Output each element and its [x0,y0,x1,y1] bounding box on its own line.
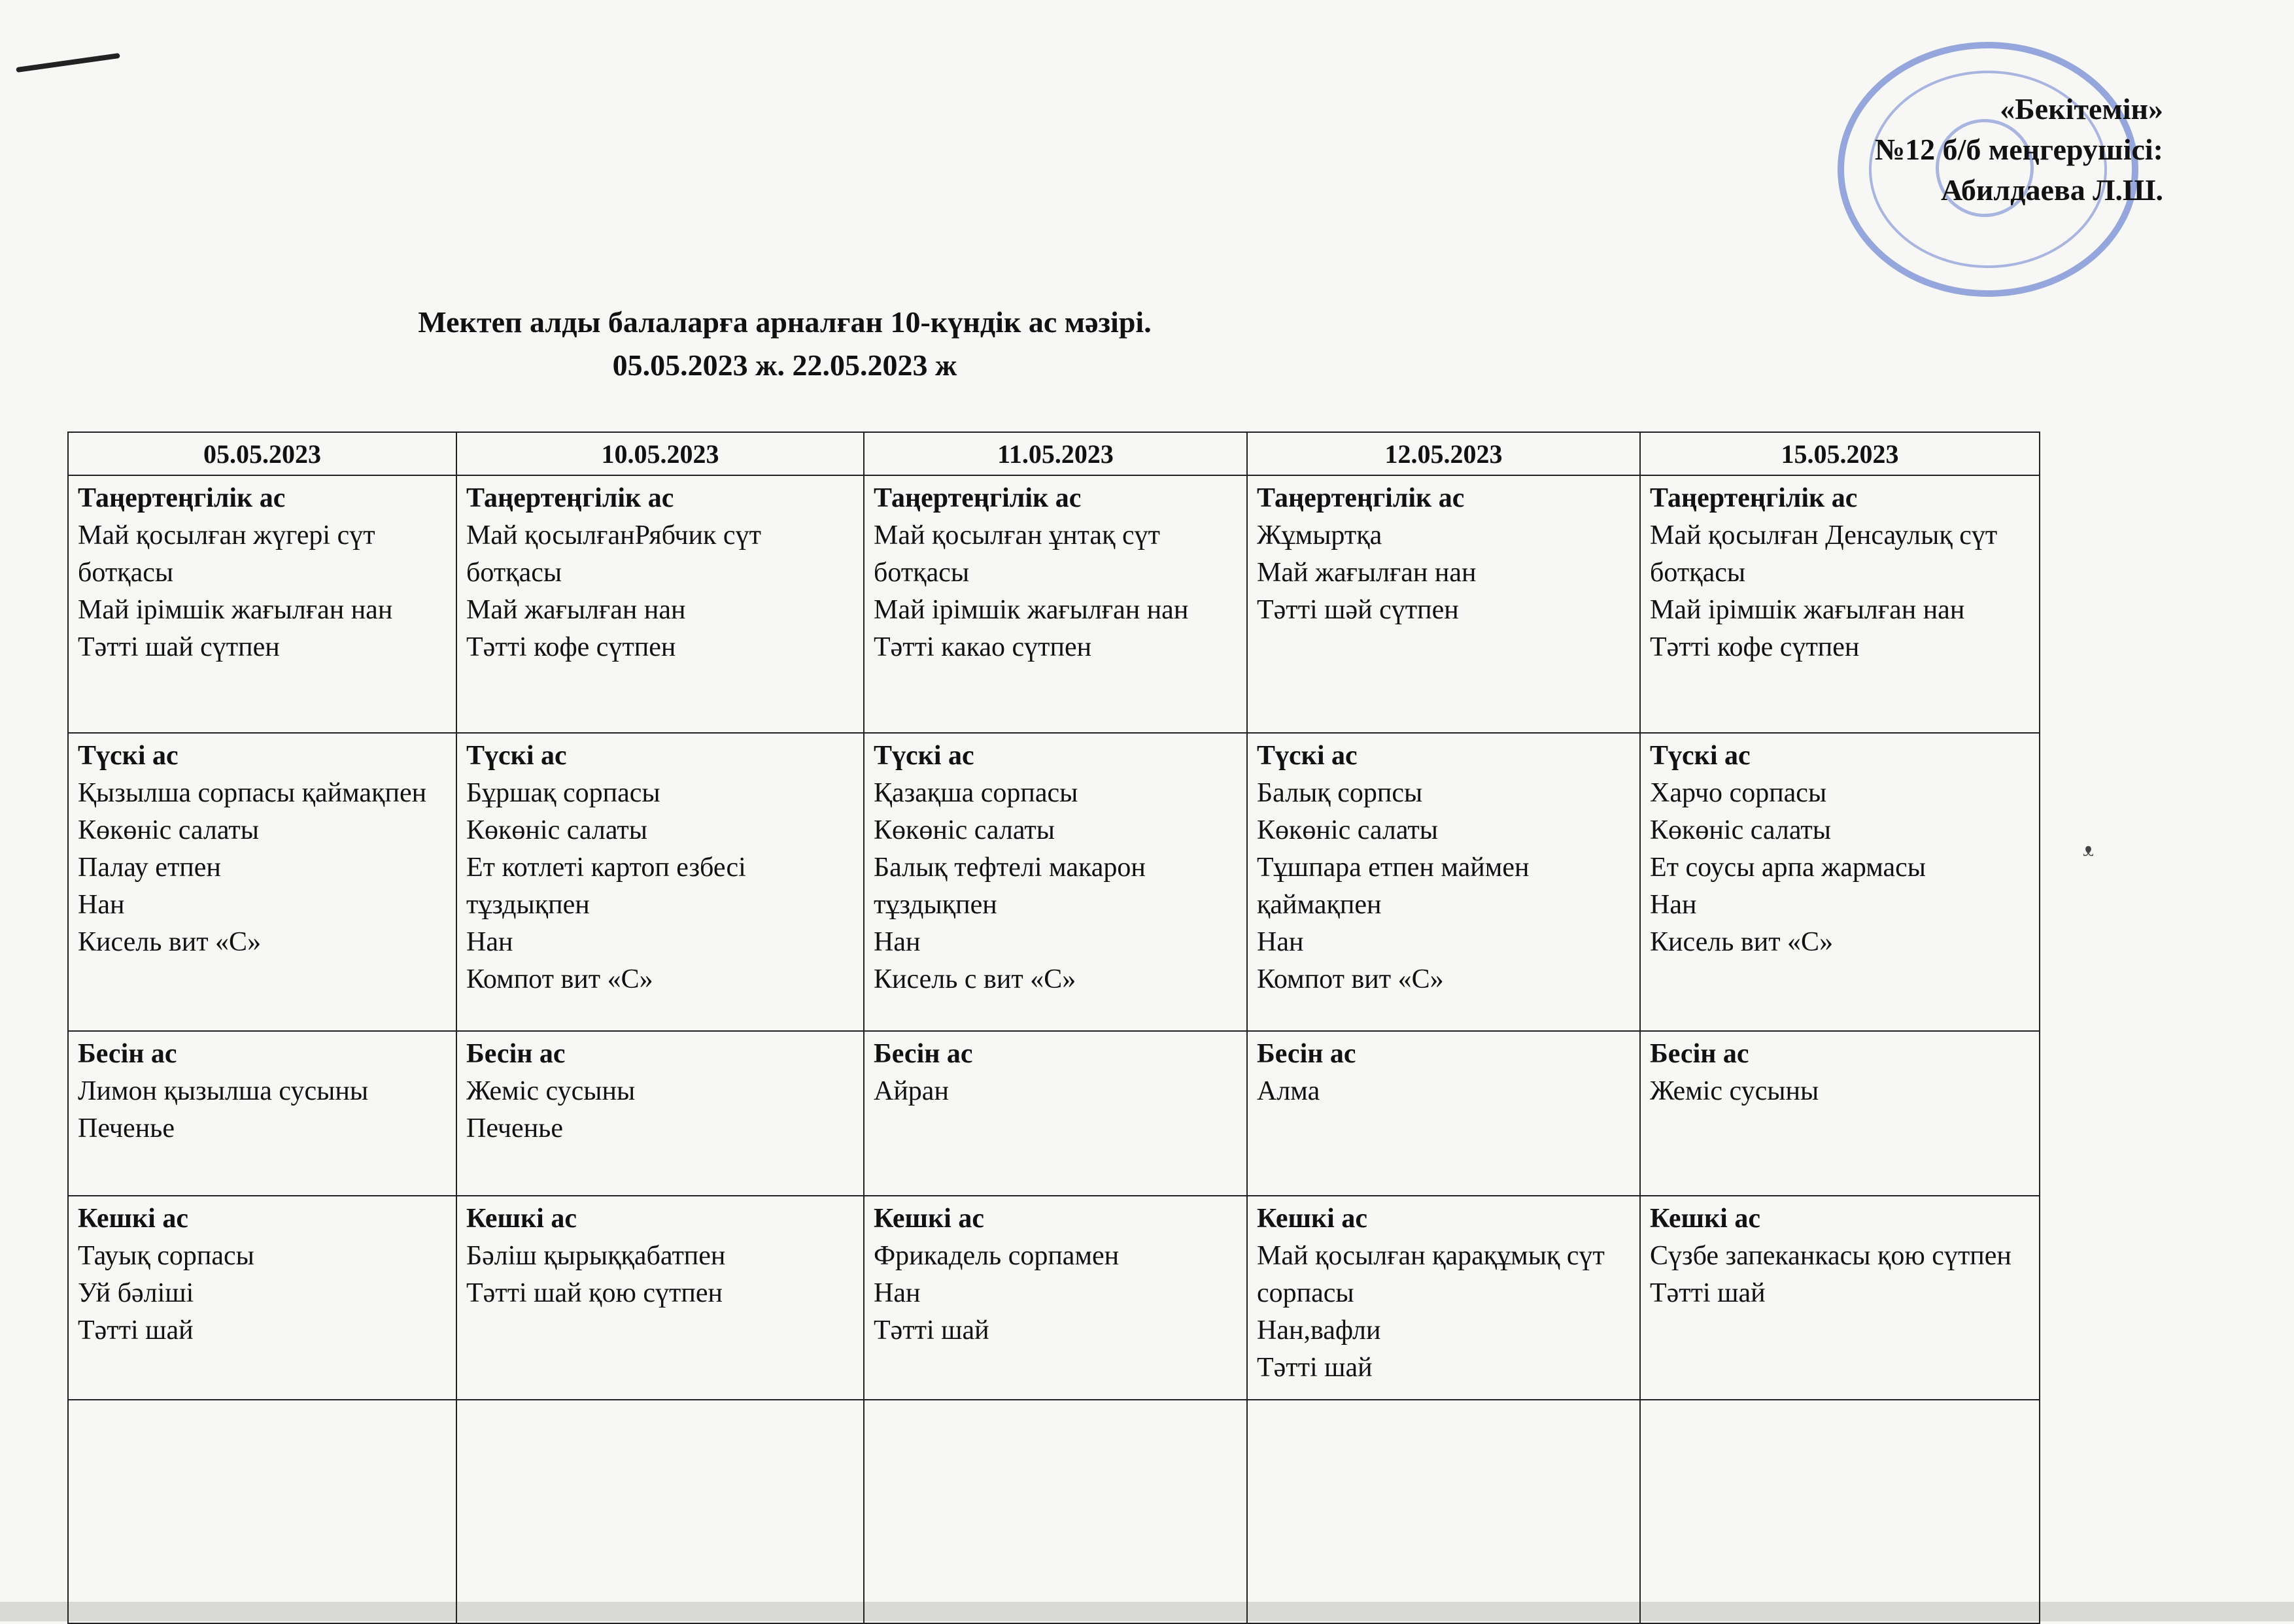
dish-item: Тауық сорпасы [78,1241,254,1271]
dish-item: Тәтті какао сүтпен [874,632,1092,662]
dish-item: Көкөніс салаты [466,815,647,845]
dish-item: Харчо сорпасы [1650,778,1827,808]
dish-item: Алма [1257,1076,1320,1106]
date-header: 12.05.2023 [1247,432,1640,475]
dish-item: Май ірімшік жағылған нан [78,595,393,625]
dish-item: Май қосылған жүгері сүт ботқасы [78,520,375,588]
dish-item: Балық тефтелі макарон тұздықпен [874,853,1146,920]
dish-item: Нан,вафли [1257,1315,1381,1345]
meal-name: Таңертеңгілік ас [466,483,674,513]
dish-item: Нан [1257,927,1304,957]
menu-cell [68,733,456,1031]
menu-cell [864,733,1247,1031]
meal-name: Бесін ас [78,1039,177,1069]
dish-item: Тәтті шәй сүтпен [1257,595,1459,625]
empty-cell [864,1400,1247,1623]
dish-item: Май жағылған нан [1257,558,1477,588]
dish-item: Нан [466,927,513,957]
menu-cell [68,1031,456,1196]
dish-item: Айран [874,1076,949,1106]
empty-row [68,1400,2040,1623]
approval-position: №12 б/б меңгерушісі: [1874,133,2163,166]
approval-block [1875,89,2163,211]
meal-name: Түскі ас [1650,741,1751,771]
meal-name: Таңертеңгілік ас [1257,483,1465,513]
meal-name: Бесін ас [874,1039,973,1069]
dish-item: Нан [874,1278,921,1308]
title-line-1: Мектеп алды балаларға арналған 10-күндік ас мәзірі. [418,305,1152,339]
meal-name: Таңертеңгілік ас [78,483,286,513]
menu-cell [1640,1031,2040,1196]
date-header-row [68,432,2040,475]
date-header: 05.05.2023 [68,432,456,475]
menu-cell [456,1031,864,1196]
margin-mark: ᴥ [2083,837,2095,860]
meal-name: Түскі ас [466,741,567,771]
menu-cell [1640,733,2040,1031]
dish-item: Печенье [466,1113,563,1143]
menu-cell [1640,475,2040,733]
dish-item: Тұшпара етпен маймен қаймақпен [1257,853,1530,920]
dish-item: Палау етпен [78,853,221,883]
date-header: 11.05.2023 [864,432,1247,475]
dish-item: Нан [1650,890,1697,920]
meal-row [68,1031,2040,1196]
meal-row [68,475,2040,733]
dish-item: Кисель вит «С» [1650,927,1834,957]
menu-cell [864,475,1247,733]
dish-item: Кисель с вит «С» [874,964,1076,994]
document-title [0,301,1569,387]
dish-item: Балық сорпсы [1257,778,1423,808]
dish-item: Май қосылған қарақұмық сүт сорпасы [1257,1241,1605,1308]
title-line-2-date-range: 05.05.2023 ж. 22.05.2023 ж [612,348,957,382]
meal-name: Түскі ас [1257,741,1358,771]
dish-item: Печенье [78,1113,175,1143]
date-header: 15.05.2023 [1640,432,2040,475]
meal-name: Бесін ас [1650,1039,1749,1069]
dish-item: Фрикадель сорпамен [874,1241,1120,1271]
dish-item: Тәтті шай [874,1315,989,1345]
dish-item: Лимон қызылша сусыны [78,1076,369,1106]
dish-item: Кисель вит «С» [78,927,262,957]
dish-item: Компот вит «С» [1257,964,1444,994]
dish-item: Май жағылған нан [466,595,686,625]
dish-item: Көкөніс салаты [1257,815,1438,845]
dish-item: Май ірімшік жағылған нан [1650,595,1965,625]
dish-item: Ет соусы арпа жармасы [1650,853,1926,883]
empty-cell [68,1400,456,1623]
dish-item: Жұмыртқа [1257,520,1382,550]
menu-cell [1640,1196,2040,1400]
dish-item: Жеміс сусыны [1650,1076,1819,1106]
meal-name: Кешкі ас [1650,1204,1760,1234]
dish-item: Тәтті шай [78,1315,194,1345]
dish-item: Көкөніс салаты [874,815,1055,845]
empty-cell [456,1400,864,1623]
dish-item: Қызылша сорпасы қаймақпен [78,778,427,808]
dish-item: Тәтті кофе сүтпен [1650,632,1860,662]
menu-cell [456,1196,864,1400]
approval-signatory: Абилдаева Л.Ш. [1940,173,2163,207]
empty-cell [1247,1400,1640,1623]
dish-item: Бәліш қырыққабатпен [466,1241,726,1271]
approval-title: «Бекітемін» [2000,92,2163,126]
dish-item: Май қосылған ұнтақ сүт ботқасы [874,520,1160,588]
dish-item: Бұршақ сорпасы [466,778,660,808]
meal-name: Түскі ас [874,741,974,771]
meal-name: Таңертеңгілік ас [1650,483,1858,513]
empty-cell [1640,1400,2040,1623]
menu-cell [864,1196,1247,1400]
dish-item: Май қосылғанРябчик сүт ботқасы [466,520,761,588]
meal-name: Кешкі ас [78,1204,188,1234]
menu-cell [68,475,456,733]
menu-cell [1247,475,1640,733]
dish-item: Тәтті шай қою сүтпен [466,1278,723,1308]
dish-item: Көкөніс салаты [78,815,259,845]
dish-item: Ет котлеті картоп езбесі тұздықпен [466,853,746,920]
meal-row [68,1196,2040,1400]
dish-item: Сүзбе запеканкасы қою сүтпен [1650,1241,2012,1271]
dish-item: Май ірімшік жағылған нан [874,595,1189,625]
dish-item: Тәтті шай [1650,1278,1766,1308]
date-header: 10.05.2023 [456,432,864,475]
menu-cell [1247,733,1640,1031]
dish-item: Нан [874,927,921,957]
dish-item: Көкөніс салаты [1650,815,1831,845]
meal-name: Кешкі ас [874,1204,984,1234]
menu-cell [456,475,864,733]
meal-name: Таңертеңгілік ас [874,483,1082,513]
meal-name: Кешкі ас [466,1204,577,1234]
meal-name: Бесін ас [466,1039,566,1069]
dish-item: Нан [78,890,125,920]
dish-item: Тәтті кофе сүтпен [466,632,676,662]
dish-item: Компот вит «С» [466,964,653,994]
menu-table [67,431,2040,1624]
dish-item: Тәтті шай сүтпен [78,632,280,662]
dish-item: Жеміс сусыны [466,1076,636,1106]
dish-item: Қазақша сорпасы [874,778,1078,808]
menu-cell [1247,1031,1640,1196]
dish-item: Май қосылған Денсаулық сүт ботқасы [1650,520,1998,588]
dish-item: Уй бәліші [78,1278,194,1308]
menu-cell [1247,1196,1640,1400]
menu-cell [456,733,864,1031]
dish-item: Тәтті шай [1257,1353,1373,1383]
meal-name: Кешкі ас [1257,1204,1367,1234]
pen-mark [16,53,120,73]
meal-name: Түскі ас [78,741,179,771]
menu-cell [68,1196,456,1400]
meal-name: Бесін ас [1257,1039,1356,1069]
meal-row [68,733,2040,1031]
menu-cell [864,1031,1247,1196]
